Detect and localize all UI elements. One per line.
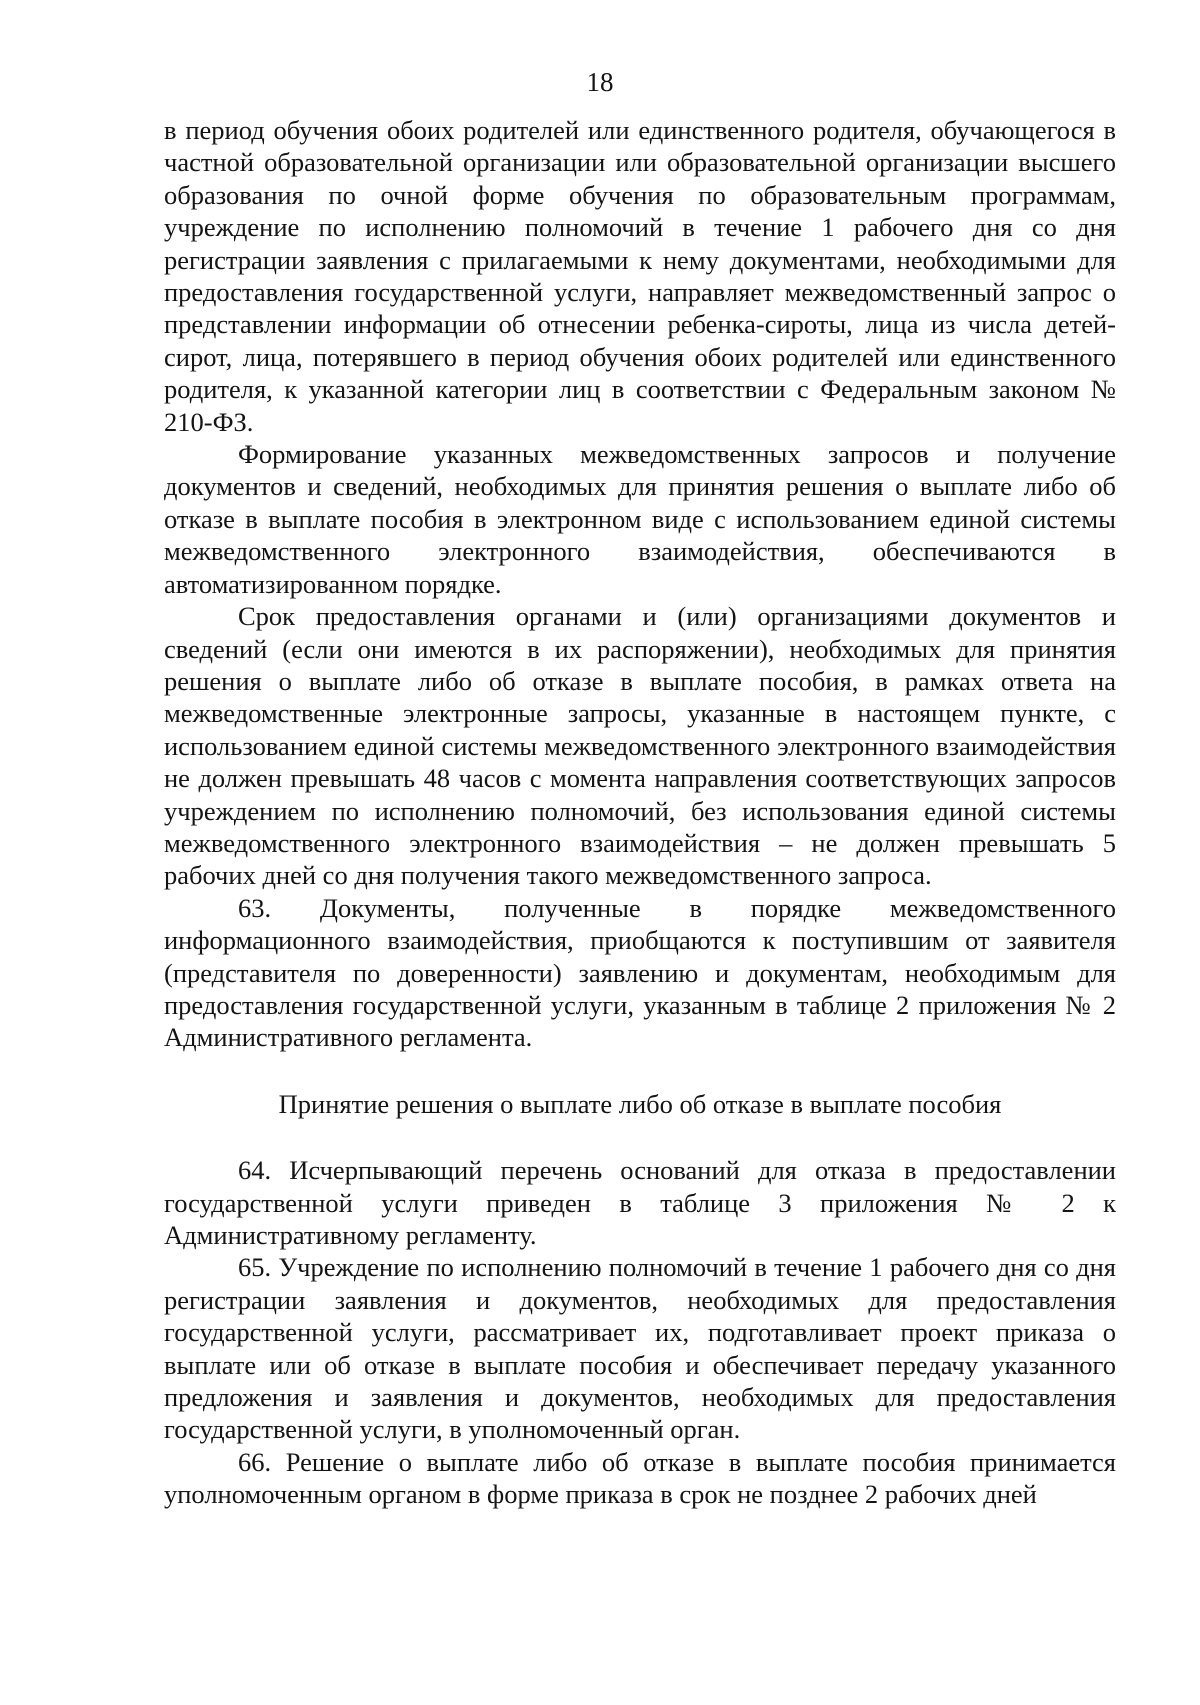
paragraph-continuation: в период обучения обоих родителей или единственного родителя, обучающегося в частной образовательной организации или образовательной организации высшего образования по очной форме обучения по образовательным программам, учреждение по исполнению полномочий в течение 1 рабочего дня со дня регистрации заявления с прилагаемыми к нему документами, необходимыми для предоставления государственной услуги, направляет межведомственный запрос о представлении информации об отнесении ребенка-сироты, лица из числа детей-сирот, лица, потерявшего в период обучения обоих родителей или единственного родителя, к указанной категории лиц в соответствии с Федеральным законом № 210-ФЗ.	[164, 115, 1116, 437]
paragraph-63: 63. Документы, полученные в порядке межведомственного информационного взаимодействия, приобщаются к поступившим от заявителя (представителя по доверенности) заявлению и документам, необходимым для предоставления государственной услуги, указанным в таблице 2 приложения № 2 Административного регламента.	[164, 892, 1116, 1053]
paragraph-66: 66. Решение о выплате либо об отказе в выплате пособия принимается уполномоченным органом в форме приказа в срок не позднее 2 рабочих дней	[164, 1446, 1116, 1510]
paragraph-interagency-requests: Формирование указанных межведомственных запросов и получение документов и сведений, необходимых для принятия решения о выплате либо об отказе в выплате пособия в электронном виде с использованием единой системы межведомственного электронного взаимодействия, обеспечиваются в автоматизированном порядке.	[164, 439, 1116, 599]
document-body	[164, 114, 1116, 1511]
section-heading: Принятие решения о выплате либо об отказе в выплате пособия	[278, 1088, 1002, 1119]
paragraph-64: 64. Исчерпывающий перечень оснований для отказа в предоставлении государственной услуги приведен в таблице 3 приложения № 2 к Административному регламенту.	[164, 1155, 1116, 1250]
paragraph-65: 65. Учреждение по исполнению полномочий в течение 1 рабочего дня со дня регистрации заявления и документов, необходимых для предоставления государственной услуги, рассматривает их, подготавливает проект приказа о выплате или об отказе в выплате пособия и обеспечивает передачу указанного предложения и заявления и документов, необходимых для предоставления государственной услуги, в уполномоченный орган.	[164, 1252, 1116, 1445]
paragraph-response-deadline: Срок предоставления органами и (или) организациями документов и сведений (если они имеются в их распоряжении), необходимых для принятия решения о выплате либо об отказе в выплате пособия, в рамках ответа на межведомственные электронные запросы, указанные в настоящем пункте, с использованием единой системы межведомственного электронного взаимодействия не должен превышать 48 часов с момента направления соответствующих запросов учреждением по исполнению полномочий, без использования единой системы межведомственного электронного взаимодействия – не должен превышать 5 рабочих дней со дня получения такого межведомственного запроса.	[164, 601, 1116, 891]
page-number: 18	[586, 67, 614, 97]
